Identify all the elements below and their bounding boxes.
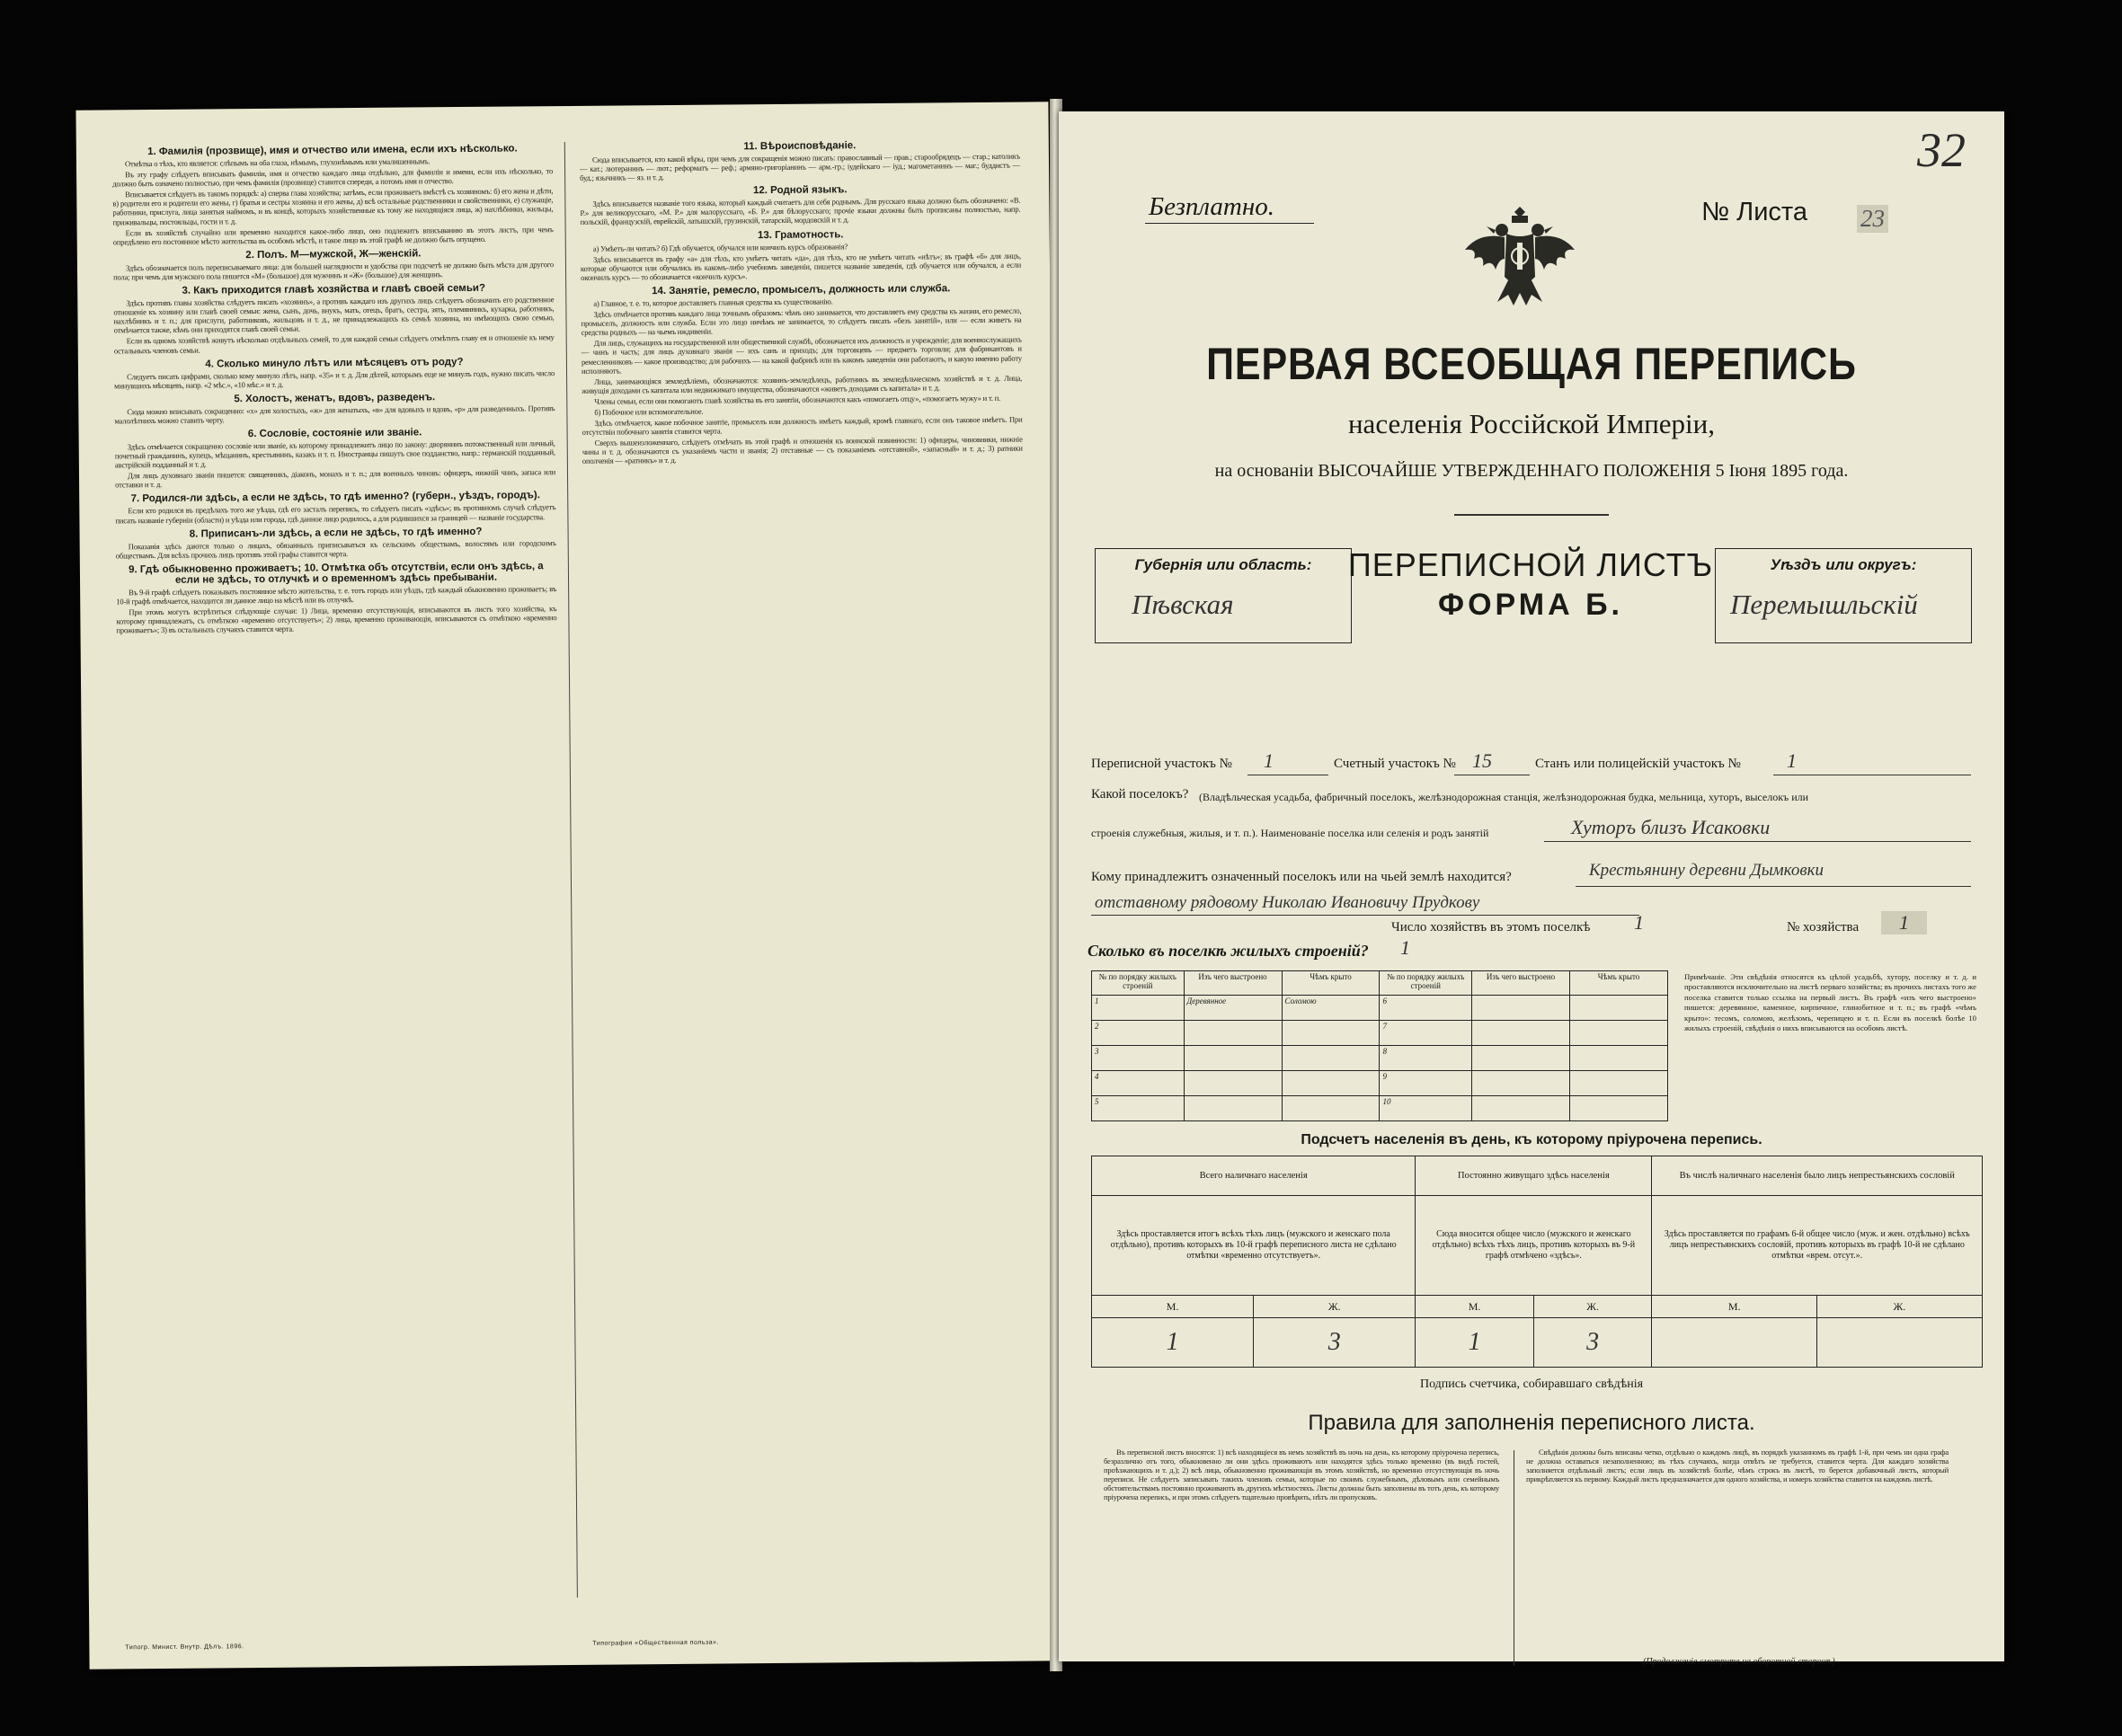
settlement-value: Хуторъ близъ Исаковки xyxy=(1571,816,1771,838)
table-cell xyxy=(1570,1095,1668,1120)
paragraph: а) Главное, т. е. то, которое доставляетъ главныя средства къ существованію. xyxy=(593,297,833,308)
paragraph: При этомъ могутъ встрѣтиться слѣдующіе случаи: 1) Лица, временно отсутствующія, вписываются въ листъ того хозяйства, къ которому принадлежатъ, съ отмѣткою «временно отсутствуетъ»; 2) лица, временно проживающія, вписываются съ отмѣткою «временно проживаетъ»; 3) въ остальныхъ случаяхъ ставится черта. xyxy=(116,604,557,635)
legal-basis: на основаніи ВЫСОЧАЙШЕ УТВЕРЖДЕННАГО ПОЛОЖЕНІЯ 5 Іюня 1895 года. xyxy=(1214,461,1849,481)
table-cell: 1 xyxy=(1092,995,1185,1020)
stan-label: Станъ или полицейскій участокъ № xyxy=(1535,757,1741,771)
count-value: 1 xyxy=(1092,1318,1254,1368)
table-header: Изъ чего выстроено xyxy=(1184,971,1282,996)
table-cell xyxy=(1184,1095,1282,1120)
count-district-value: 15 xyxy=(1472,749,1492,772)
paragraph: Здѣсь вписывается названіе того языка, который каждый считаетъ для себя роднымъ. Для русскаго языка должно быть обозначено: «В. Р.» для великорусскаго, «М. Р.» для малорусскаго, «Б. Р.» для бѣлорусскаго; прочіе языки должны быть прописаны полностью, напр. польскій, французскій, еврейскій, латышскій, грузинскій, татарскій, мордовскій и т. д. xyxy=(580,195,1021,227)
sheet-number-value: 23 xyxy=(1857,205,1888,233)
paragraph: Следуетъ писать цифрами, сколько кому минуло лѣтъ, напр. «35» и т. д. Для дѣтей, которымъ еще не минулъ годъ, нужно писать число минувшихъ мѣсяцевъ, напр. «2 мѣс.», «10 мѣс.» и т. д. xyxy=(114,368,555,391)
left-page xyxy=(75,102,1061,1669)
count-value xyxy=(1652,1318,1816,1368)
paragraph: Отмѣтка о тѣхъ, кто является: слѣпымъ на оба глаза, нѣмымъ, глухонѣмымъ или умалишеннымъ. xyxy=(124,156,431,169)
rules-title: Правила для заполненія переписного листа. xyxy=(1308,1411,1755,1435)
paragraph: Для лицъ, служащихъ на государственной или общественной службѣ, обозначается ихъ должность и учрежденіе; для военнослужащихъ — чинъ и часть; для лицъ духовнаго званія — ихъ санъ и приходъ; для торговцевъ — предметъ торговли; для фабрикантовъ и ремесленниковъ — какое производство; для рабочихъ — на какой фабрикѣ или въ какомъ заведеніи они работаютъ, и какую именно работу исполняютъ. xyxy=(581,334,1022,376)
table-header: № по порядку жилыхъ строеній xyxy=(1092,971,1185,996)
houses-value: 1 xyxy=(1400,936,1410,959)
double-headed-eagle-icon xyxy=(1452,187,1587,322)
table-cell xyxy=(1472,1095,1570,1120)
paragraph: Если кто родился въ предѣлахъ того же уѣзда, гдѣ его засталъ перепись, то слѣдуетъ писать «здѣсь»; въ противномъ случаѣ слѣдуетъ писать названіе губерніи (области) и уѣзда или города, гдѣ данное лицо родилось, а для родившихся за границей — названіе государства. xyxy=(115,502,556,525)
rules-continuation-note: (Продолженіе смотрите на оборотной сторонѣ) xyxy=(1643,1657,1835,1667)
district-label: Уѣздъ или округъ: xyxy=(1770,556,1917,573)
main-title: ПЕРВАЯ ВСЕОБЩАЯ ПЕРЕПИСЬ xyxy=(1206,339,1857,389)
district-value: Перемышльскій xyxy=(1730,589,1918,620)
sex-female-header: Ж. xyxy=(1816,1296,1982,1318)
table-cell xyxy=(1472,1020,1570,1045)
printer-imprint-left: Типогр. Минист. Внутр. Дѣлъ. 1896. xyxy=(125,1643,244,1652)
table-cell: Здѣсь проставляется итогъ всѣхъ тѣхъ лицъ (мужского и женскаго пола отдѣльно), противъ которыхъ въ 10-й графѣ переписного листа не сдѣлано отмѣтки «временно отсутствуетъ». xyxy=(1092,1195,1416,1296)
houses-heading: Сколько въ поселкѣ жилыхъ строеній? xyxy=(1088,942,1369,960)
paragraph: Лица, занимающіяся земледѣліемъ, обозначаются: хозяинъ-земледѣлецъ, работникъ въ земледѣльческомъ хозяйствѣ и т. д. Лица, живущія доходами съ капитала или недвижимаго имущества, обозначаются «живетъ доходами съ капитала» и т. д. xyxy=(582,373,1023,395)
free-label: Безплатно. xyxy=(1149,192,1274,221)
population-count-heading: Подсчетъ населенія въ день, къ которому пріурочена перепись. xyxy=(1301,1132,1762,1147)
table-header: Всего наличнаго населенія xyxy=(1092,1156,1416,1196)
table-cell xyxy=(1472,995,1570,1020)
section-heading: 9. Гдѣ обыкновенно проживаетъ; 10. Отмѣтка объ отсутствіи, если онъ здѣсь, а если не здѣсь, то отлучкѣ и о временномъ здѣсь пребываніи. xyxy=(129,561,544,586)
paragraph: Показанія здѣсь даются только о лицахъ, обязанныхъ приписываться къ сельскимъ обществамъ, волостямъ или городскимъ обществамъ. Для всѣхъ прочихъ лицъ противъ этой графы ставится черта. xyxy=(115,537,556,561)
section-heading: 8. Приписанъ-ли здѣсь, а если не здѣсь, то гдѣ именно? xyxy=(189,526,483,540)
paragraph: Если въ одномъ хозяйствѣ живутъ нѣсколько отдѣльныхъ семей, то для каждой семьи слѣдуетъ отмѣтить главу ея и отношеніе къ нему остальныхъ членовъ семьи. xyxy=(113,332,555,355)
rules-text-1: Въ переписной листъ вносятся: 1) всѣ находящіеся въ немъ хозяйствѣ въ ночь на день, къ которому пріурочена перепись, безразлично отъ того, обыкновенно ли они здѣсь проживаютъ или находятся здѣсь только временно (въ видѣ гостей, проѣзжающихъ и т. д.); 2) всѣ лица, обыкновенно проживающія въ этомъ хозяйствѣ, но временно отсутствующія въ ночь переписи. Не слѣдуетъ записывать такихъ членовъ семьи, которые по своимъ служебнымъ, дѣловымъ или семейнымъ обстоятельствамъ постоянно проживаютъ въ другихъ мѣстностяхъ. Листы должны быть заполнены въ тотъ день, къ которому пріурочена перепись, и при этомъ слѣдуетъ тщательно провѣрить, нѣтъ ли пропусковъ. xyxy=(1104,1448,1499,1502)
section-heading: 11. Вѣроисповѣданіе. xyxy=(743,140,857,153)
paragraph: Здѣсь вписывается въ графу «а» для тѣхъ, кто умѣетъ читать «да», для тѣхъ, кто не умѣетъ читать «нѣтъ»; въ графѣ «б» для лицъ, которые обучаются или обучались въ какомъ-либо учебномъ заведеніи, пишется названіе заведенія, гдѣ обучается или обучался, а если окончилъ курсъ — то обозначается «кончилъ курсъ». xyxy=(580,251,1022,282)
table-cell: 4 xyxy=(1092,1070,1185,1095)
table-header: Постоянно живущаго здѣсь населенія xyxy=(1416,1156,1652,1196)
count-value: 3 xyxy=(1254,1318,1416,1368)
sex-male-header: М. xyxy=(1652,1296,1816,1318)
sheet-title: ПЕРЕПИСНОЙ ЛИСТЪ xyxy=(1347,546,1714,583)
archive-number: 32 xyxy=(1917,123,1966,177)
census-district-value: 1 xyxy=(1264,749,1274,772)
table-row xyxy=(1092,1318,1983,1368)
sex-male-header: М. xyxy=(1092,1296,1254,1318)
table-header: Изъ чего выстроено xyxy=(1472,971,1570,996)
houses-table xyxy=(1091,970,1668,1121)
table-cell xyxy=(1282,1095,1380,1120)
form-label: ФОРМА Б. xyxy=(1438,588,1623,622)
table-header: № по порядку жилыхъ строеній xyxy=(1380,971,1472,996)
table-cell xyxy=(1472,1045,1570,1070)
table-cell: 6 xyxy=(1380,995,1472,1020)
table-cell xyxy=(1282,1070,1380,1095)
section-heading: 1. Фамилія (прозвище), имя и отчество или имена, если ихъ нѣсколько. xyxy=(147,143,518,158)
paragraph: б) Побочное или вспомогательное. xyxy=(594,406,704,417)
section-heading: 7. Родился-ли здѣсь, а если не здѣсь, то гдѣ именно? (губерн., уѣздъ, городъ). xyxy=(130,490,540,505)
table-row xyxy=(1092,995,1668,1020)
household-number-label: № хозяйства xyxy=(1787,920,1860,934)
paragraph: Здѣсь отмѣчается, какое побочное занятіе, промыселъ или должность имѣетъ каждый, кромѣ главнаго, если онъ таковое имѣетъ. При отсутствіи побочнаго занятія ставится черта. xyxy=(582,414,1023,438)
count-district-label: Счетный участокъ № xyxy=(1334,757,1456,771)
district-field xyxy=(1715,548,1972,643)
sheet-number-label: № Листа xyxy=(1701,198,1807,226)
owner-value: Крестьянину деревни Дымковки xyxy=(1589,861,1824,880)
table-cell: 10 xyxy=(1380,1095,1472,1120)
table-cell: Сюда вносится общее число (мужского и женскаго отдѣльно) всѣхъ тѣхъ лицъ, противъ которыхъ въ 9-й графѣ отмѣчено «здѣсь». xyxy=(1416,1195,1652,1296)
section-heading: 3. Какъ приходится главѣ хозяйства и главѣ своей семьи? xyxy=(182,282,486,297)
printer-imprint-right: Типография «Общественная польза». xyxy=(592,1639,719,1647)
paragraph: Вписывается слѣдуетъ въ такомъ порядкѣ: а) сперва глава хозяйства; затѣмъ, если проживаетъ вмѣстѣ съ хозяиномъ: б) его жена и дѣти, в) родители его и родители его жены, г) братья и сестры хозяина и его жены, д) всѣ остальные родственники и свойственники, е) служащіе, работники, прислуга, лица занятыя наймомъ, и въ концѣ, которыхъ хозяйственные къ тому же находящіяся лица, ж) нахлѣбники, жильцы, приживальцы, постояльцы, гости и т. д. xyxy=(112,186,554,226)
underline xyxy=(1091,915,1639,916)
settlement-description: (Владѣльческая усадьба, фабричный поселокъ, желѣзнодорожная станція, желѣзнодорожная будка, мельница, хуторъ, выселокъ или xyxy=(1199,791,1809,803)
section-heading: 12. Родной языкъ. xyxy=(752,184,848,197)
section-heading: 4. Сколько минуло лѣтъ или мѣсяцевъ отъ роду? xyxy=(205,356,464,370)
section-heading: 2. Полъ. М—мужской, Ж—женскій. xyxy=(245,248,422,261)
subtitle: населенія Россійской Имперіи, xyxy=(1347,408,1716,439)
paragraph: Сюда можно вписывать сокращенно: «х» для холостыхъ, «ж» для женатыхъ, «в» для вдовыхъ и вдовъ, «р» для разведенныхъ. Противъ малолѣтнихъ можно ставить черту. xyxy=(114,403,555,426)
owner-label: Кому принадлежитъ означенный поселокъ или на чьей землѣ находится? xyxy=(1091,870,1512,884)
population-count-table xyxy=(1091,1156,1983,1368)
table-row xyxy=(1092,1070,1668,1095)
count-value: 3 xyxy=(1533,1318,1652,1368)
signature-line: Подпись счетчика, собиравшаго свѣдѣнія xyxy=(1419,1377,1644,1391)
census-district-label: Переписной участокъ № xyxy=(1091,757,1232,771)
province-field xyxy=(1095,548,1352,643)
stan-value: 1 xyxy=(1787,749,1797,772)
paragraph: Въ эту графу слѣдуетъ вписывать фамиліи, имя и отчество каждаго лица отдѣльно, для фамиліи и имени, если ихъ нѣсколько, то должно быть означено полностью, при чемъ фамилія (прозвище) ставится спереди, а потомъ имя и отчество. xyxy=(112,166,554,189)
table-cell xyxy=(1282,1020,1380,1045)
column-divider xyxy=(564,142,578,1598)
paragraph: Сюда вписывается, кто какой вѣры, при чемъ для сокращенія можно писать: православный — прав.; старообрядецъ — стар.; католикъ — кат.; лютеранинъ — лют.; реформатъ — реф.; армяно-григоріанинъ — арм.-гр.; іудейскаго — іуд.; магометанинъ — маг.; буддистъ — буд.; язычникъ — яз. и т. д. xyxy=(579,151,1021,183)
table-header: Чѣмъ крыто xyxy=(1570,971,1668,996)
table-row xyxy=(1092,1296,1983,1318)
province-value: Пѣвская xyxy=(1132,589,1234,620)
table-cell: Здѣсь проставляется по графамъ 6-й общее число (муж. и жен. отдѣльно) всѣхъ лицъ непрестьянскихъ сословій, противъ которыхъ въ графѣ 10-й не сдѣлано отмѣтки «врем. отсут.». xyxy=(1652,1195,1983,1296)
table-row xyxy=(1092,1045,1668,1070)
table-cell: 2 xyxy=(1092,1020,1185,1045)
paragraph: Здѣсь противъ главы хозяйства слѣдуетъ писать «хозяинъ», а противъ каждаго изъ другихъ лицъ слѣдуетъ обозначить его родственное отношеніе къ хозяину или главѣ своей семьи: жена, сынъ, дочь, внукъ, мать, отецъ, братъ, сестра, зять, племянникъ, кухарка, работникъ, нахлѣбникъ и т. п.; для прислуги, работниковъ, жильцовъ и т. д., не принадлежащихъ къ семьѣ хозяина, но имѣющихъ свою семью, отмѣчается также, кѣмъ они приходятся главѣ своей семьи. xyxy=(113,295,555,335)
count-value xyxy=(1816,1318,1982,1368)
table-cell: Деревянное xyxy=(1184,995,1282,1020)
table-cell: 3 xyxy=(1092,1045,1185,1070)
sex-female-header: Ж. xyxy=(1533,1296,1652,1318)
province-label: Губернія или область: xyxy=(1134,556,1312,573)
paragraph: а) Умѣетъ-ли читать? б) Гдѣ обучается, обучался или кончилъ курсъ образованія? xyxy=(592,241,848,253)
houses-table-body xyxy=(1092,995,1668,1120)
section-heading: 13. Грамотность. xyxy=(757,228,844,241)
households-value: 1 xyxy=(1634,911,1644,934)
table-header: Чѣмъ крыто xyxy=(1282,971,1380,996)
paragraph: Здѣсь отмѣчается противъ каждаго лица точнымъ образомъ: чѣмъ оно занимается, что доставляетъ ему средства къ жизни, его ремесло, промыселъ, должность или служба. Если это лицо ничѣмъ не занимается, то слѣдуетъ писать «безъ занятій», или — если живетъ на средства родныхъ — на чьемъ иждивеніи. xyxy=(581,306,1022,338)
underline xyxy=(1576,886,1971,887)
table-row xyxy=(1092,1195,1983,1296)
table-header: Въ числѣ наличнаго населенія было лицъ непрестьянскихъ сословій xyxy=(1652,1156,1983,1196)
table-cell xyxy=(1184,1045,1282,1070)
table-cell: Соломою xyxy=(1282,995,1380,1020)
section-heading: 6. Сословіе, состояніе или званіе. xyxy=(247,427,422,440)
table-cell: 9 xyxy=(1380,1070,1472,1095)
underline xyxy=(1544,841,1971,842)
households-label: Число хозяйствъ въ этомъ поселкѣ xyxy=(1391,920,1591,934)
right-page xyxy=(1059,111,2004,1667)
paragraph: Сверхъ вышеизложеннаго, слѣдуетъ отмѣчать въ этой графѣ и отношенія къ воинской повинности: 1) офицеры, чиновники, нижніе чины и т. д. обозначаются съ указаніемъ части и званія; 2) отставные — съ показаніемъ «отставной», «запасный» и т. д.; 3) ратники ополченія — «ратникъ» и т. д. xyxy=(582,434,1023,466)
table-header-row xyxy=(1092,1156,1983,1196)
paragraph: Въ 9-й графѣ слѣдуетъ показывать постоянное мѣсто жительства, т. е. тотъ городъ или уѣздъ, гдѣ каждый обыкновенно проживаетъ; въ 10-й графѣ отмѣчается, находится ли данное лицо на мѣстѣ или въ отлучкѣ. xyxy=(116,583,557,607)
paragraph: Члены семьи, если они помогаютъ главѣ хозяйства въ его занятіи, обозначаются какъ «помогаетъ отцу», «помогаетъ мужу» и т. п. xyxy=(594,393,1001,406)
count-value: 1 xyxy=(1416,1318,1534,1368)
paragraph: Для лицъ духовнаго званія пишется: священникъ, діаконъ, монахъ и т. п.; для военныхъ чиновъ: офицеръ, нижній чинъ, запаса или отставки и т. д. xyxy=(115,467,556,490)
rules-text-2: Свѣдѣнія должны быть вписаны четко, отдѣльно о каждомъ лицѣ, въ порядкѣ указанномъ въ графѣ 1-й, при чемъ ни одна графа не должна оставаться незаполненною; въ тѣхъ случаяхъ, когда отвѣтъ не требуется, ставится черта. Для каждаго хозяйства заполняется отдѣльный листъ; если лицъ въ хозяйствѣ болѣе, чѣмъ строкъ въ листѣ, то берется добавочный листъ, который прикрѣпляется къ первому. Каждый листъ предназначается для одного хозяйства, и номеръ хозяйства ставится на каждомъ листѣ. xyxy=(1526,1448,1949,1484)
table-cell xyxy=(1184,1070,1282,1095)
table-cell xyxy=(1282,1045,1380,1070)
table-row xyxy=(1092,1095,1668,1120)
household-number-value: 1 xyxy=(1881,911,1927,934)
paragraph: Здѣсь обозначается полъ переписываемаго лица: для большей наглядности и удобства при подсчетѣ не должно быть мѣста для другого пола; при чемъ для мужского пола пишется «М» (большое) для мужчинъ и «Ж» (большое) для женщинъ. xyxy=(113,259,555,282)
sex-male-header: М. xyxy=(1416,1296,1534,1318)
table-cell xyxy=(1570,1045,1668,1070)
left-column-1 xyxy=(112,138,557,637)
table-cell xyxy=(1570,995,1668,1020)
left-column-2 xyxy=(580,135,1023,468)
table-cell xyxy=(1570,1070,1668,1095)
sex-female-header: Ж. xyxy=(1254,1296,1416,1318)
houses-note: Примѣчаніе. Эти свѣдѣнія относятся къ цѣлой усадьбѣ, хутору, поселку и т. д. и проставляются исключительно на листѣ перваго хозяйства; въ прочихъ листахъ того же поселка ставится только ссылка на первый листъ. Въ графѣ «изъ чего выстроено» пишется: деревянное, каменное, кирпичное, глинобитное и т. п.; въ графѣ «чѣмъ крыто»: тесомъ, соломою, желѣзомъ, черепицею и т. п. Если въ поселкѣ болѣе 10 жилыхъ строеній, свѣдѣнія о нихъ вписываются на особомъ листѣ. xyxy=(1684,972,1976,1033)
table-header-row xyxy=(1092,971,1668,996)
table-row xyxy=(1092,1020,1668,1045)
paragraph: Если въ хозяйствѣ случайно или временно находится какое-либо лицо, оно подлежитъ вписыванию въ этотъ листъ, при чемъ опредѣлено его постоянное мѣсто жительства въ особомъ мѣстѣ, и такое лицо въ этой графѣ не должно быть опущено. xyxy=(112,224,554,247)
section-heading: 14. Занятіе, ремесло, промыселъ, должность или служба. xyxy=(652,283,951,297)
owner-value-2: отставному рядовому Николаю Ивановичу Прудкову xyxy=(1095,893,1480,912)
free-underline xyxy=(1145,223,1314,224)
table-cell: 8 xyxy=(1380,1045,1472,1070)
table-cell xyxy=(1570,1020,1668,1045)
settlement-description-2: строенія служебныя, жилыя, и т. п.). Наименованіе поселка или селенія и родъ занятій xyxy=(1091,827,1489,839)
table-cell xyxy=(1472,1070,1570,1095)
table-cell: 7 xyxy=(1380,1020,1472,1045)
table-cell xyxy=(1184,1020,1282,1045)
paragraph: Здѣсь отмѣчается сокращенно сословіе или званіе, къ которому принадлежитъ лицо по закону: дворянинъ потомственный или личный, почетный гражданинъ, купецъ, мѣщанинъ, крестьянинъ, казакъ и т. п. Иностранцы пишутъ свое подданство, напр.: германскій подданный, австрійскій подданный и т. д. xyxy=(114,438,555,470)
settlement-label: Какой поселокъ? xyxy=(1091,787,1189,802)
section-heading: 5. Холостъ, женатъ, вдовъ, разведенъ. xyxy=(234,392,436,405)
table-cell: 5 xyxy=(1092,1095,1185,1120)
divider xyxy=(1454,514,1609,516)
